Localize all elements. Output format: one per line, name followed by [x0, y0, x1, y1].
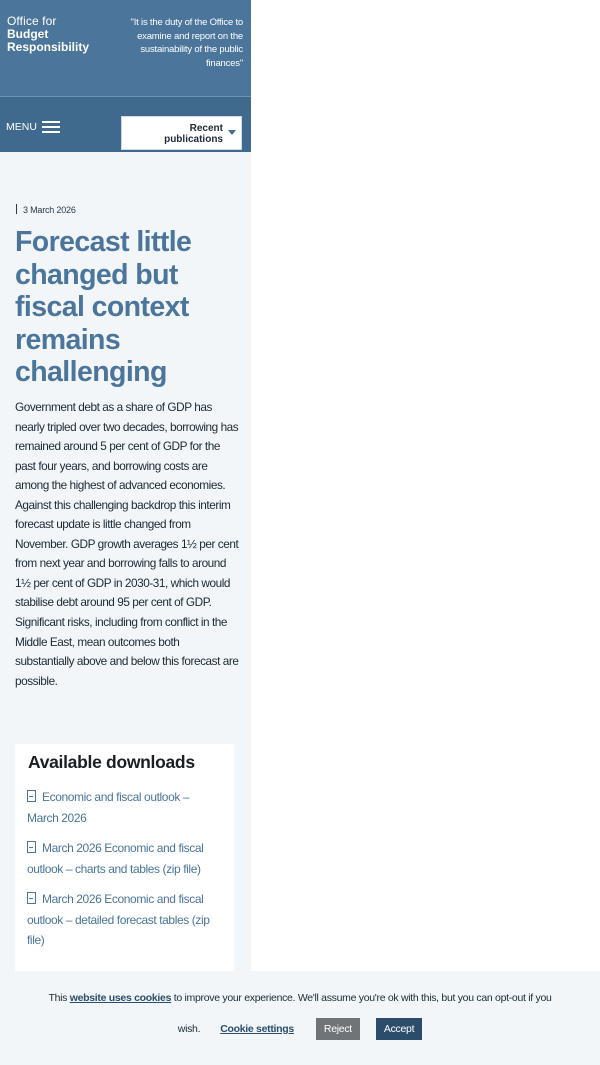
recent-label-line-1: Recent — [189, 123, 223, 134]
zip-file-icon — [27, 892, 36, 904]
cookie-message — [0, 992, 600, 1004]
chevron-down-icon — [228, 130, 236, 135]
cookie-settings-link[interactable]: Cookie settings — [220, 1023, 294, 1035]
header-quote: "It is the duty of the Office to examine and report on the sustainability of the public finances" — [130, 17, 243, 69]
cookie-text-post: to improve your experience. We'll assume you're ok with this, but you can opt-out if you — [173, 992, 552, 1004]
cookie-banner — [0, 971, 600, 1065]
recent-label-line-2: publications — [164, 134, 223, 145]
recent-publications-label — [164, 123, 223, 145]
cookie-text-wish: wish. — [177, 1023, 201, 1035]
obr-logo[interactable] — [7, 15, 89, 54]
download-label: March 2026 Economic and fiscal outlook – charts and tables (zip file) — [27, 841, 204, 876]
available-downloads-panel — [15, 744, 234, 984]
download-label: March 2026 Economic and fiscal outlook – detailed forecast tables (zip file) — [27, 892, 210, 947]
logo-line-2: Budget — [7, 27, 49, 41]
site-header — [0, 0, 251, 96]
logo-line-1: Office for — [7, 14, 57, 28]
logo-line-3: Responsibility — [7, 40, 90, 54]
download-label: Economic and fiscal outlook – March 2026 — [27, 790, 190, 825]
date-text: 3 March 2026 — [23, 205, 76, 215]
menu-button[interactable] — [6, 121, 60, 133]
download-link-efo-pdf[interactable] — [27, 787, 222, 828]
download-link-detailed-tables[interactable] — [27, 889, 222, 951]
cookie-text-pre: This — [48, 992, 68, 1004]
download-link-charts-tables[interactable] — [27, 838, 222, 879]
pdf-icon — [27, 790, 36, 802]
cookie-policy-link[interactable]: website uses cookies — [69, 992, 172, 1004]
date-divider — [16, 204, 17, 214]
zip-file-icon — [27, 841, 36, 853]
hamburger-icon — [42, 121, 60, 133]
article-summary: Government debt as a share of GDP has nearly tripled over two decades, borrowing has remained around 5 per cent of GDP for the past four years, and borrowing costs are among the highest of advanced economies. Against this challenging backdrop this interim forecast update is little changed from November. GDP growth averages 1½ per cent from next year and borrowing falls to around 1½ per cent of GDP in 2030-31, which would stabilise debt around 95 per cent of GDP. Significant risks, including from conflict in the Middle East, mean outcomes both substantially above and below this forecast are possible. — [15, 400, 239, 688]
cookie-actions — [0, 1018, 600, 1040]
recent-publications-dropdown[interactable] — [121, 116, 242, 150]
menu-label: MENU — [6, 121, 37, 133]
downloads-heading: Available downloads — [28, 752, 195, 772]
accept-button[interactable]: Accept — [376, 1018, 422, 1040]
publication-date — [16, 204, 76, 215]
reject-button[interactable]: Reject — [316, 1018, 360, 1040]
page-title: Forecast little changed but fiscal context remains challenging — [15, 226, 192, 388]
